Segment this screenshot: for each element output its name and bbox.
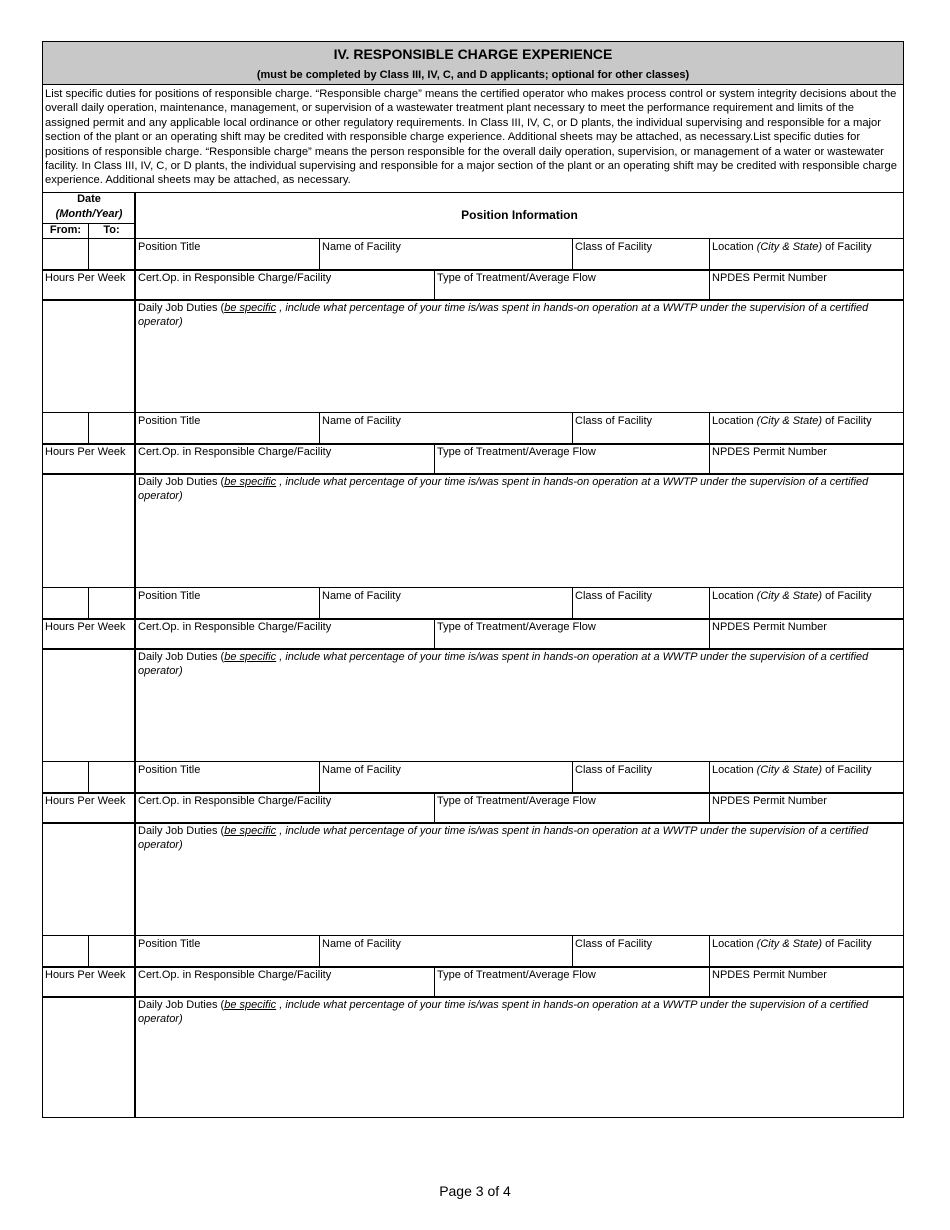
entry-3-facility-name-field[interactable]	[322, 589, 401, 603]
entry-5-cert-op-field[interactable]	[138, 968, 331, 982]
entry-2-date-to-field[interactable]	[90, 413, 133, 443]
entry-4-cert-op-field[interactable]	[138, 794, 331, 808]
entry-2-cell-divider	[572, 412, 573, 443]
entry-1-treatment-field[interactable]	[437, 271, 596, 285]
entry-2-treatment-field[interactable]	[437, 445, 596, 459]
facility-name-label: Name of Facility	[322, 241, 401, 253]
cert-op-label: Cert.Op. in Responsible Charge/Facility	[138, 795, 332, 807]
entry-5-npdes-field[interactable]	[712, 968, 827, 982]
section-subtitle: (must be completed by Class III, IV, C, and D applicants; optional for other classes)	[256, 69, 690, 81]
location-label-italic: (City & State)	[756, 938, 823, 950]
entry-5-facility-class-field[interactable]	[575, 937, 652, 951]
entry-4-cell-divider	[572, 761, 573, 792]
entry-4-cell-divider	[434, 792, 435, 822]
position-title-label: Position Title	[138, 415, 201, 427]
instructions-text: List specific duties for positions of responsible charge. “Responsible charge” means the certified operator who makes process control or system integrity decisions about the overall daily operation, maintenance, management, or supervision of a wastewater treatment plant necessary to meet the performance requirement and limits of the assigned permit and any applicable local ordinance or other regulatory requirements. In Class III, IV, C, or D plants, the individual supervising and responsible for a major section of the plant or an operating shift may be credited with responsible charge experience. Additional sheets may be attached, as necessary.List specific duties for positions of responsible charge. “Responsible charge” means the person responsible for the overall daily operation, supervision, or management of a water or wastewater facility. In Class III, IV, C, or D plants, the individual supervising and responsible for a major section of the plant or an operating shift may be credited with responsible charge experience. Additional sheets may be attached, as necessary.	[45, 88, 897, 187]
location-label: Location	[712, 590, 754, 602]
entry-2-location-field[interactable]	[712, 414, 872, 428]
entry-5-treatment-field[interactable]	[437, 968, 596, 982]
entry-5-cell-divider	[434, 966, 435, 996]
duties-label-rest: , include what percentage of your time is/was spent in hands-on operation at a WWTP under the supervision of a certified operator)	[138, 825, 869, 851]
entry-5-date-divider	[88, 935, 89, 966]
cert-op-label: Cert.Op. in Responsible Charge/Facility	[138, 621, 332, 633]
entry-4-facility-name-field[interactable]	[322, 763, 401, 777]
responsible-charge-form	[42, 41, 904, 1118]
entry-4-position-title-field[interactable]	[138, 763, 200, 777]
entry-4-treatment-field[interactable]	[437, 794, 596, 808]
treatment-label: Type of Treatment/Average Flow	[437, 446, 596, 458]
entry-5-cell-divider	[572, 935, 573, 966]
entry-3-position-title-field[interactable]	[138, 589, 200, 603]
entry-4-hours-field[interactable]	[45, 794, 126, 808]
location-label: Location	[712, 764, 754, 776]
entry-1-top-line	[43, 238, 903, 239]
hours-label: Hours Per Week	[45, 621, 126, 633]
facility-class-label: Class of Facility	[575, 938, 653, 950]
duties-label-rest: , include what percentage of your time is/was spent in hands-on operation at a WWTP under the supervision of a certified operator)	[138, 999, 869, 1025]
facility-name-label: Name of Facility	[322, 938, 401, 950]
cert-op-label: Cert.Op. in Responsible Charge/Facility	[138, 272, 332, 284]
date-header: Date	[77, 193, 101, 205]
position-title-label: Position Title	[138, 938, 201, 950]
entry-4-facility-class-field[interactable]	[575, 763, 652, 777]
facility-name-label: Name of Facility	[322, 764, 401, 776]
entry-5-date-to-field[interactable]	[90, 936, 133, 966]
divider	[134, 192, 136, 238]
cert-op-label: Cert.Op. in Responsible Charge/Facility	[138, 446, 332, 458]
entry-3-hours-field[interactable]	[45, 620, 126, 634]
location-label-italic: (City & State)	[756, 241, 823, 253]
entry-1-npdes-field[interactable]	[712, 271, 827, 285]
from-header: From:	[49, 224, 82, 236]
location-label-suffix: of Facility	[822, 938, 872, 950]
divider	[88, 223, 89, 238]
entry-4-column-divider	[134, 761, 136, 935]
hours-label: Hours Per Week	[45, 446, 126, 458]
cert-op-label: Cert.Op. in Responsible Charge/Facility	[138, 969, 332, 981]
position-info-header: Position Information	[461, 208, 578, 222]
page-number: Page 3 of 4	[439, 1183, 511, 1199]
entry-5-duties-field[interactable]	[138, 998, 898, 1026]
entry-3-column-divider	[134, 587, 136, 761]
entry-4-cell-divider	[319, 761, 320, 792]
entry-2-top-line	[43, 412, 903, 413]
entry-3-cell-divider	[319, 587, 320, 618]
entry-4-date-divider	[88, 761, 89, 792]
entry-2-npdes-field[interactable]	[712, 445, 827, 459]
duties-label-underlined: be specific	[224, 999, 277, 1011]
duties-label: Daily Job Duties (	[138, 825, 225, 837]
entry-3-date-from-field[interactable]	[45, 588, 88, 618]
entry-1-date-divider	[88, 238, 89, 269]
duties-label-rest: , include what percentage of your time is/was spent in hands-on operation at a WWTP under the supervision of a certified operator)	[138, 302, 869, 328]
entry-2-date-divider	[88, 412, 89, 443]
month-year-header: (Month/Year)	[55, 208, 123, 220]
entry-4-top-line	[43, 761, 903, 762]
duties-label-underlined: be specific	[224, 651, 277, 663]
entry-3-date-divider	[88, 587, 89, 618]
entry-4-duties-field[interactable]	[138, 824, 898, 852]
hours-label: Hours Per Week	[45, 969, 126, 981]
entry-2-position-title-field[interactable]	[138, 414, 200, 428]
entry-3-top-line	[43, 587, 903, 588]
entry-4-npdes-field[interactable]	[712, 794, 827, 808]
duties-label-underlined: be specific	[224, 825, 277, 837]
entry-2-date-from-field[interactable]	[45, 413, 88, 443]
location-label: Location	[712, 241, 754, 253]
entry-1-hours-field[interactable]	[45, 271, 126, 285]
location-label-italic: (City & State)	[756, 590, 823, 602]
entry-2-duties-field[interactable]	[138, 475, 898, 503]
npdes-label: NPDES Permit Number	[712, 446, 827, 458]
location-label-suffix: of Facility	[822, 590, 872, 602]
location-label-suffix: of Facility	[822, 764, 872, 776]
duties-label-rest: , include what percentage of your time is/was spent in hands-on operation at a WWTP under the supervision of a certified operator)	[138, 476, 869, 502]
duties-label: Daily Job Duties (	[138, 476, 225, 488]
entry-1-cert-op-field[interactable]	[138, 271, 331, 285]
facility-class-label: Class of Facility	[575, 764, 653, 776]
entry-5-column-divider	[134, 935, 136, 1118]
entry-3-cell-divider	[434, 618, 435, 648]
npdes-label: NPDES Permit Number	[712, 621, 827, 633]
entry-5-date-from-field[interactable]	[45, 936, 88, 966]
entry-1-date-from-field[interactable]	[45, 239, 88, 269]
treatment-label: Type of Treatment/Average Flow	[437, 969, 596, 981]
entry-1-cell-divider	[572, 238, 573, 269]
entry-2-cell-divider	[434, 443, 435, 473]
entry-5-hours-field[interactable]	[45, 968, 126, 982]
hours-label: Hours Per Week	[45, 795, 126, 807]
duties-label-underlined: be specific	[224, 476, 277, 488]
section-header	[43, 42, 903, 85]
entry-1-column-divider	[134, 238, 136, 412]
location-label: Location	[712, 938, 754, 950]
entry-5-cell-divider	[319, 935, 320, 966]
entry-1-location-field[interactable]	[712, 240, 872, 254]
entry-1-duties-field[interactable]	[138, 301, 898, 329]
entry-4-date-from-field[interactable]	[45, 762, 88, 792]
npdes-label: NPDES Permit Number	[712, 969, 827, 981]
entry-1-cell-divider	[434, 269, 435, 299]
entry-2-hours-field[interactable]	[45, 445, 126, 459]
entry-2-cell-divider	[319, 412, 320, 443]
entry-5-facility-name-field[interactable]	[322, 937, 401, 951]
entry-3-location-field[interactable]	[712, 589, 872, 603]
hours-label: Hours Per Week	[45, 272, 126, 284]
entry-2-cert-op-field[interactable]	[138, 445, 331, 459]
entry-3-facility-class-field[interactable]	[575, 589, 652, 603]
npdes-label: NPDES Permit Number	[712, 795, 827, 807]
entry-2-facility-name-field[interactable]	[322, 414, 401, 428]
facility-class-label: Class of Facility	[575, 415, 653, 427]
divider	[43, 192, 903, 193]
entry-2-facility-class-field[interactable]	[575, 414, 652, 428]
facility-name-label: Name of Facility	[322, 415, 401, 427]
entry-3-duties-field[interactable]	[138, 650, 898, 678]
entry-4-date-to-field[interactable]	[90, 762, 133, 792]
entry-1-facility-name-field[interactable]	[322, 240, 401, 254]
position-title-label: Position Title	[138, 764, 201, 776]
entry-3-npdes-field[interactable]	[712, 620, 827, 634]
entry-1-date-to-field[interactable]	[90, 239, 133, 269]
location-label-italic: (City & State)	[756, 764, 823, 776]
location-label-italic: (City & State)	[756, 415, 823, 427]
entry-1-facility-class-field[interactable]	[575, 240, 652, 254]
entry-3-date-to-field[interactable]	[90, 588, 133, 618]
duties-label-underlined: be specific	[224, 302, 277, 314]
location-label: Location	[712, 415, 754, 427]
entry-4-location-field[interactable]	[712, 763, 872, 777]
entry-5-top-line	[43, 935, 903, 936]
treatment-label: Type of Treatment/Average Flow	[437, 795, 596, 807]
duties-label: Daily Job Duties (	[138, 651, 225, 663]
entry-3-cell-divider	[572, 587, 573, 618]
to-header: To:	[103, 224, 120, 236]
entry-2-column-divider	[134, 412, 136, 587]
duties-label: Daily Job Duties (	[138, 999, 225, 1011]
duties-label: Daily Job Duties (	[138, 302, 225, 314]
entry-5-location-field[interactable]	[712, 937, 872, 951]
section-title: IV. RESPONSIBLE CHARGE EXPERIENCE	[333, 46, 613, 62]
facility-class-label: Class of Facility	[575, 590, 653, 602]
entry-1-position-title-field[interactable]	[138, 240, 200, 254]
entry-1-cell-divider	[319, 238, 320, 269]
position-title-label: Position Title	[138, 590, 201, 602]
duties-label-rest: , include what percentage of your time is/was spent in hands-on operation at a WWTP under the supervision of a certified operator)	[138, 651, 869, 677]
entry-3-cert-op-field[interactable]	[138, 620, 331, 634]
facility-class-label: Class of Facility	[575, 241, 653, 253]
facility-name-label: Name of Facility	[322, 590, 401, 602]
npdes-label: NPDES Permit Number	[712, 272, 827, 284]
entry-5-position-title-field[interactable]	[138, 937, 200, 951]
treatment-label: Type of Treatment/Average Flow	[437, 272, 596, 284]
location-label-suffix: of Facility	[822, 241, 872, 253]
position-title-label: Position Title	[138, 241, 201, 253]
treatment-label: Type of Treatment/Average Flow	[437, 621, 596, 633]
entry-3-treatment-field[interactable]	[437, 620, 596, 634]
location-label-suffix: of Facility	[822, 415, 872, 427]
